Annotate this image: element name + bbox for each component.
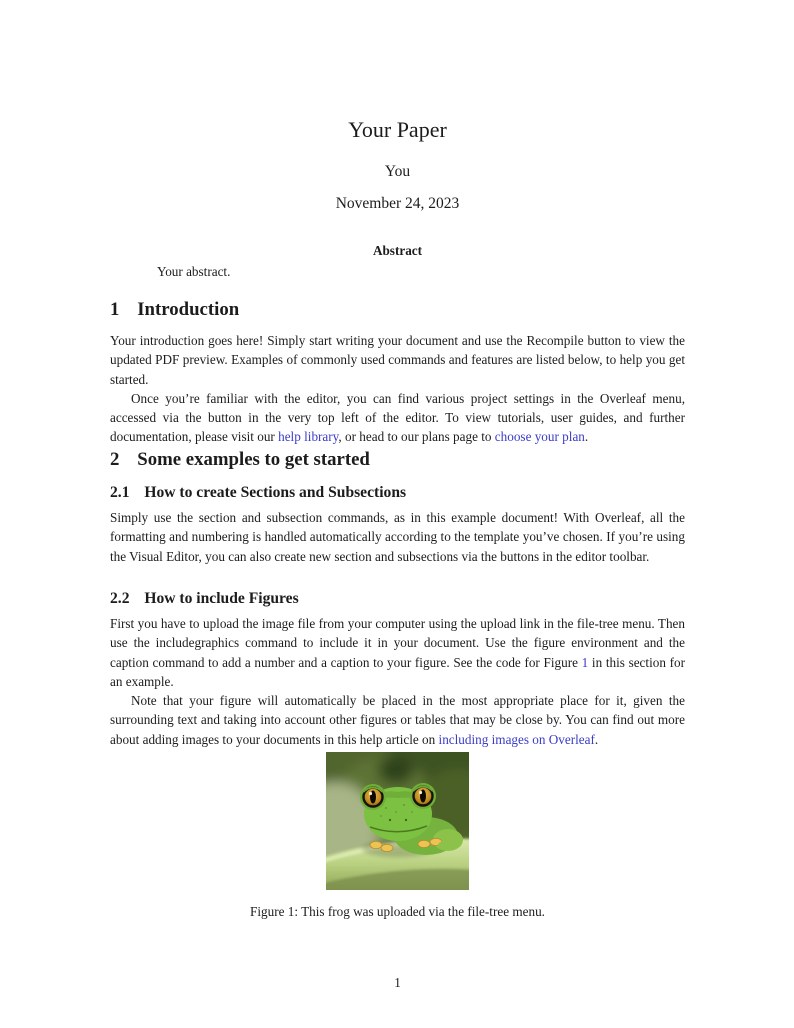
subsection-title: How to include Figures bbox=[144, 590, 299, 607]
section-heading-introduction bbox=[110, 299, 685, 321]
frog-photo bbox=[326, 752, 469, 890]
inline-link[interactable]: choose your plan bbox=[494, 429, 585, 445]
figure-container bbox=[0, 752, 794, 890]
text-run: Once you’re familiar with the editor, you can find various project settings in the Overleaf menu, accessed via the button in the very top left of the editor. To view tutorials, user guides, and further documentation, please visit our bbox=[110, 390, 685, 445]
text-run: Your introduction goes here! Simply start writing your document and use the Recompile button to view the updated PDF preview. Examples of commonly used commands and features are listed below, to help you get started. bbox=[110, 333, 685, 387]
abstract-body: Your abstract. bbox=[157, 264, 231, 279]
subsection-title: How to create Sections and Subsections bbox=[144, 484, 407, 501]
subsection-sections-text bbox=[110, 508, 685, 566]
subsection-number: 2.2 bbox=[110, 590, 130, 607]
paragraph bbox=[110, 508, 685, 566]
text-run: , or head to our plans page to bbox=[338, 429, 495, 445]
text-run: . bbox=[594, 731, 599, 747]
paragraph bbox=[110, 331, 685, 389]
subsection-figures-text bbox=[110, 614, 685, 749]
text-run: First you have to upload the image file from your computer using the upload link in the file-tree menu. Then use the includegraphics command to include it in your document. Use the figure environment and the caption command to add a number and a caption to your figure. See the code for Figure bbox=[110, 616, 685, 670]
text-run: Simply use the section and subsection commands, as in this example document! With Overleaf, all the formatting and numbering is handled automatically according to the template you’ve chosen. If you’re using the Visual Editor, you can also create new section and subsections via the buttons in the editor toolbar. bbox=[110, 510, 685, 564]
subsection-heading-sections bbox=[110, 484, 685, 502]
inline-link[interactable]: including images on Overleaf bbox=[438, 731, 595, 747]
figure-caption: Figure 1: This frog was uploaded via the file-tree menu. bbox=[250, 904, 545, 919]
paragraph bbox=[110, 691, 685, 749]
section-number: 2 bbox=[110, 449, 120, 470]
text-run: . bbox=[584, 429, 589, 445]
section-title: Some examples to get started bbox=[137, 449, 370, 470]
inline-link[interactable]: help library bbox=[278, 429, 339, 445]
page-number: 1 bbox=[394, 975, 401, 990]
inline-link[interactable]: 1 bbox=[581, 654, 589, 670]
paragraph bbox=[110, 614, 685, 691]
subsection-number: 2.1 bbox=[110, 484, 130, 501]
paragraph bbox=[110, 389, 685, 447]
paper-author: You bbox=[384, 163, 411, 180]
section-number: 1 bbox=[110, 299, 120, 320]
section-heading-examples bbox=[110, 449, 685, 471]
text-run: in this section for an example. bbox=[110, 654, 685, 689]
text-run: Note that your figure will automatically be placed in the most appropriate place for it, given the surrounding text and taking into account other figures or tables that may be close by. You can find out more about adding images to your documents in this help article on bbox=[110, 693, 685, 747]
subsection-heading-figures bbox=[110, 590, 685, 608]
introduction-text bbox=[110, 331, 685, 447]
paper-title: Your Paper bbox=[348, 117, 447, 142]
abstract-heading: Abstract bbox=[372, 243, 423, 258]
paper-date: November 24, 2023 bbox=[335, 195, 460, 212]
section-title: Introduction bbox=[137, 299, 240, 320]
